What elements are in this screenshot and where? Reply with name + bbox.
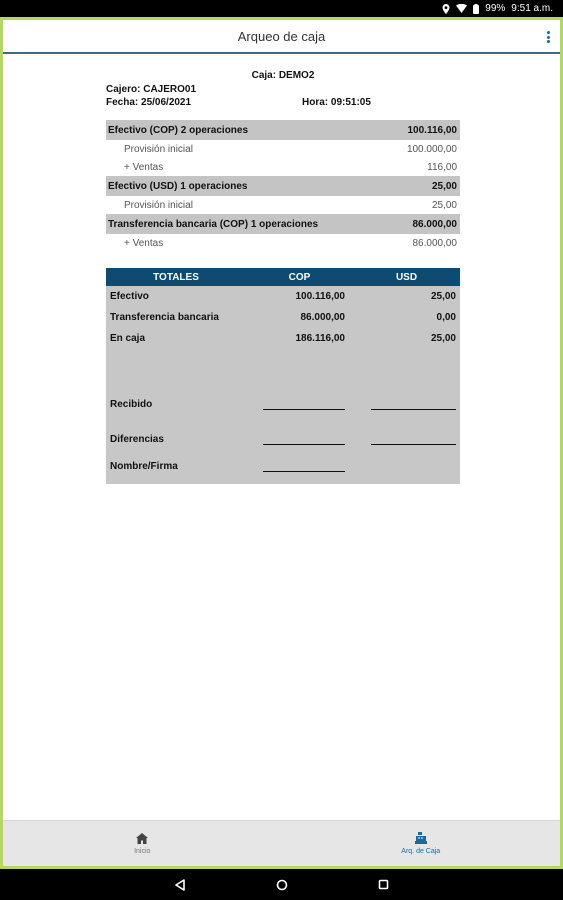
cop-value: 186.116,00	[295, 333, 345, 344]
table-row	[106, 328, 460, 349]
cash-count-report	[106, 70, 460, 484]
nav-item-inicio[interactable]	[3, 821, 282, 866]
signature-line	[263, 471, 345, 472]
signature-label: Nombre/Firma	[110, 461, 178, 472]
signature-line	[263, 409, 345, 410]
detail-label: + Ventas	[124, 237, 164, 249]
table-row	[106, 286, 460, 307]
signature-row-firma	[106, 448, 460, 484]
usd-value: 0,00	[436, 312, 456, 323]
fecha-hora-row	[106, 97, 460, 110]
cash-register-icon	[415, 832, 427, 844]
back-icon[interactable]	[174, 879, 186, 891]
detail-row	[106, 140, 460, 158]
usd-value: 25,00	[430, 291, 456, 302]
page-title: Arqueo de caja	[237, 28, 326, 44]
location-icon	[442, 4, 450, 14]
nav-label-inicio: Inicio	[134, 847, 151, 855]
group-value: 86.000,00	[412, 218, 457, 230]
totals-header	[106, 268, 460, 286]
signature-label: Diferencias	[110, 434, 164, 445]
cop-value: 86.000,00	[300, 312, 345, 323]
system-navigation-bar	[0, 869, 563, 900]
status-bar	[0, 0, 563, 17]
recents-icon[interactable]	[378, 879, 389, 890]
group-label: Efectivo (USD) 1 operaciones	[108, 180, 248, 192]
bottom-navigation	[3, 820, 560, 866]
group-row	[106, 120, 460, 140]
detail-value: 25,00	[431, 199, 457, 211]
group-row	[106, 214, 460, 234]
signature-row-recibido	[106, 349, 460, 413]
group-label: Efectivo (COP) 2 operaciones	[108, 124, 249, 136]
signature-line	[371, 409, 456, 410]
signature-row-diferencias	[106, 413, 460, 448]
row-label: Efectivo	[110, 291, 149, 302]
wifi-icon	[456, 4, 467, 13]
fecha-label: Fecha: 25/06/2021	[106, 97, 192, 108]
battery-percent: 99%	[485, 3, 506, 14]
group-value: 25,00	[431, 180, 457, 192]
totals-table	[106, 268, 460, 484]
nav-item-arqueo[interactable]	[282, 821, 561, 866]
header-totales: TOTALES	[153, 271, 199, 283]
app-window	[0, 17, 563, 869]
nav-label-arqueo: Arq. de Caja	[401, 848, 441, 855]
home-circle-icon[interactable]	[276, 879, 288, 891]
clock: 9:51 a.m.	[511, 3, 553, 14]
header-usd: USD	[395, 271, 418, 283]
detail-value: 100.000,00	[406, 143, 457, 155]
usd-value: 25,00	[430, 333, 456, 344]
group-label: Transferencia bancaria (COP) 1 operaciones	[108, 218, 319, 230]
detail-value: 116,00	[427, 161, 457, 173]
battery-icon	[473, 4, 479, 14]
overflow-menu-icon[interactable]	[544, 29, 552, 45]
detail-row	[106, 234, 460, 252]
group-value: 100.116,00	[407, 124, 457, 136]
signature-line	[263, 444, 345, 445]
cajero-row	[106, 84, 460, 97]
detail-label: Provisión inicial	[124, 199, 193, 211]
row-label: En caja	[110, 333, 146, 344]
detail-label: Provisión inicial	[124, 143, 193, 155]
home-icon	[136, 833, 148, 844]
row-label: Transferencia bancaria	[110, 312, 219, 323]
detail-row	[106, 196, 460, 214]
signature-label: Recibido	[110, 399, 153, 410]
caja-label: Caja: DEMO2	[251, 70, 315, 81]
hora-label: Hora: 09:51:05	[302, 97, 371, 108]
header-cop: COP	[288, 271, 311, 283]
detail-value: 86.000,00	[412, 237, 457, 249]
cop-value: 100.116,00	[295, 291, 345, 302]
app-bar	[3, 20, 560, 54]
detail-row	[106, 158, 460, 176]
detail-label: + Ventas	[124, 161, 164, 173]
table-row	[106, 307, 460, 328]
group-row	[106, 176, 460, 196]
signature-line	[371, 444, 456, 445]
cajero-label: Cajero: CAJERO01	[106, 84, 197, 95]
